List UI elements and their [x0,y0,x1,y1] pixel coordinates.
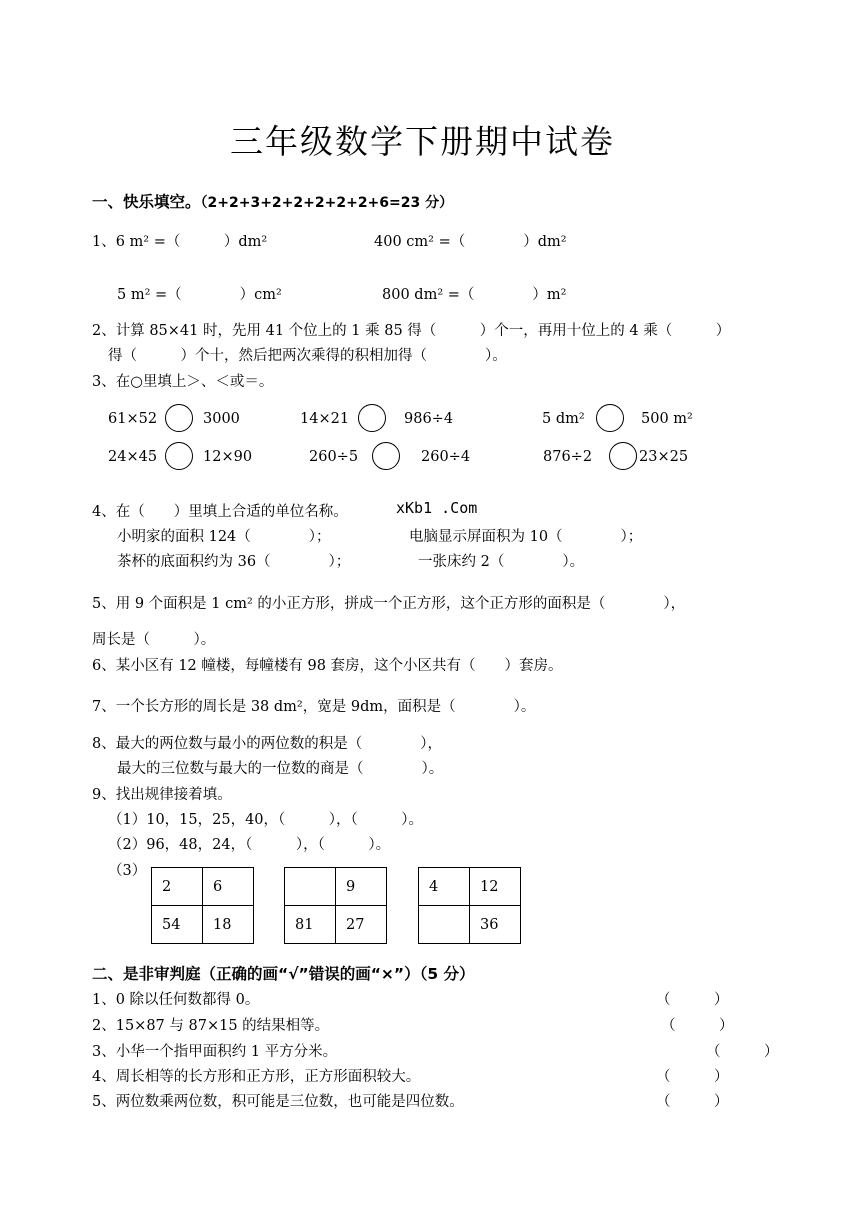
q1-b: 400 cm² =（ ）dm² [374,234,567,250]
pattern-grid-1 [151,867,254,944]
grid-cell: 54 [152,906,203,944]
q1-c: 5 m² =（ ）cm² [117,287,282,303]
grid-cell: 27 [336,906,387,944]
grid-cell: 81 [285,906,336,944]
q3-r2-right-3: 23×25 [639,449,689,465]
q4-d: 一张床约 2（ ）。 [418,554,585,570]
q3-r1-right-2: 986÷4 [404,411,454,427]
compare-circle[interactable] [165,442,193,470]
q2-line1: 2、计算 85×41 时，先用 41 个位上的 1 乘 85 得（ ）个一，再用十位上的 4 乘（ ） [92,323,731,339]
q4-c: 茶杯的底面积约为 36（ ）； [117,554,351,570]
judge-item-1: 1、0 除以任何数都得 0。 [92,992,260,1008]
pattern-grid-2 [284,867,387,944]
q9-s2: （2）96，48，24，（ ），（ ）。 [108,837,391,853]
judge-item-4: 4、周长相等的长方形和正方形，正方形面积较大。 [92,1069,421,1085]
judge-blank-3[interactable]: （ ） [706,1044,779,1060]
judge-item-3: 3、小华一个指甲面积约 1 平方分米。 [92,1044,338,1060]
q3-r2-right-2: 260÷4 [421,449,471,465]
judge-item-2: 2、15×87 与 87×15 的结果相等。 [92,1018,330,1034]
judge-item-5: 5、两位数乘两位数，积可能是三位数，也可能是四位数。 [92,1094,464,1110]
grid-cell: 9 [336,868,387,906]
q3-r1-right-3: 500 m² [641,411,693,427]
section2-heading: 二、是非审判庭（正确的画“√”错误的画“×”）（5 分） [92,965,475,983]
grid-cell [285,868,336,906]
grid-cell: 18 [203,906,254,944]
page-title: 三年级数学下册期中试卷 [230,122,615,161]
grid-cell [419,906,470,944]
q6: 6、某小区有 12 幢楼，每幢楼有 98 套房，这个小区共有（ ）套房。 [92,658,563,674]
section1-points: （2+2+3+2+2+2+2+2+6=23 分） [200,195,454,211]
judge-blank-5[interactable]: （ ） [656,1094,729,1110]
compare-circle[interactable] [372,442,400,470]
q4-a: 小明家的面积 124（ ）； [117,529,331,545]
section1-title: 一、快乐填空。 [92,193,201,211]
q9-s3: （3） [108,863,147,879]
q4-b: 电脑显示屏面积为 10（ ）； [409,529,643,545]
judge-blank-1[interactable]: （ ） [656,992,729,1008]
judge-blank-4[interactable]: （ ） [656,1069,729,1085]
q4-heading: 4、在（ ）里填上合适的单位名称。 [92,504,348,520]
q5-line2: 周长是（ ）。 [92,632,216,648]
q3-r1-right-1: 3000 [203,411,240,427]
q3-r1-left-1: 61×52 [108,411,158,427]
q3-r1-left-2: 14×21 [300,411,350,427]
pattern-grid-3 [418,867,521,944]
q3-heading: 3、在○里填上＞、＜或＝。 [92,374,274,390]
q2-line2: 得（ ）个十，然后把两次乘得的积相加得（ ）。 [108,348,507,364]
compare-circle[interactable] [165,404,193,432]
judge-blank-2[interactable]: （ ） [661,1018,734,1034]
q9-heading: 9、找出规律接着填。 [92,787,232,803]
compare-circle[interactable] [596,404,624,432]
q3-r2-left-2: 260÷5 [309,449,359,465]
q8-line2: 最大的三位数与最大的一位数的商是（ ）。 [117,761,444,777]
q3-r2-left-1: 24×45 [108,449,158,465]
q8-line1: 8、最大的两位数与最小的两位数的积是（ ）， [92,736,442,752]
grid-cell: 2 [152,868,203,906]
q1-d: 800 dm² =（ ）m² [382,287,567,303]
compare-circle[interactable] [609,442,637,470]
grid-cell: 12 [470,868,521,906]
q9-s1: （1）10，15，25，40，（ ），（ ）。 [108,812,424,828]
q3-r2-right-1: 12×90 [203,449,253,465]
q3-r1-left-3: 5 dm² [542,411,585,427]
watermark-text: xKb1 .Com [396,499,478,517]
grid-cell: 36 [470,906,521,944]
q1-a: 1、6 m² =（ ）dm² [92,234,268,250]
section1-heading [92,190,453,212]
q7: 7、一个长方形的周长是 38 dm²，宽是 9dm，面积是（ ）。 [92,699,536,715]
compare-circle[interactable] [358,404,386,432]
grid-cell: 4 [419,868,470,906]
grid-cell: 6 [203,868,254,906]
q3-r2-left-3: 876÷2 [543,449,593,465]
q5-line1: 5、用 9 个面积是 1 cm² 的小正方形，拼成一个正方形，这个正方形的面积是（ ）， [92,596,686,612]
